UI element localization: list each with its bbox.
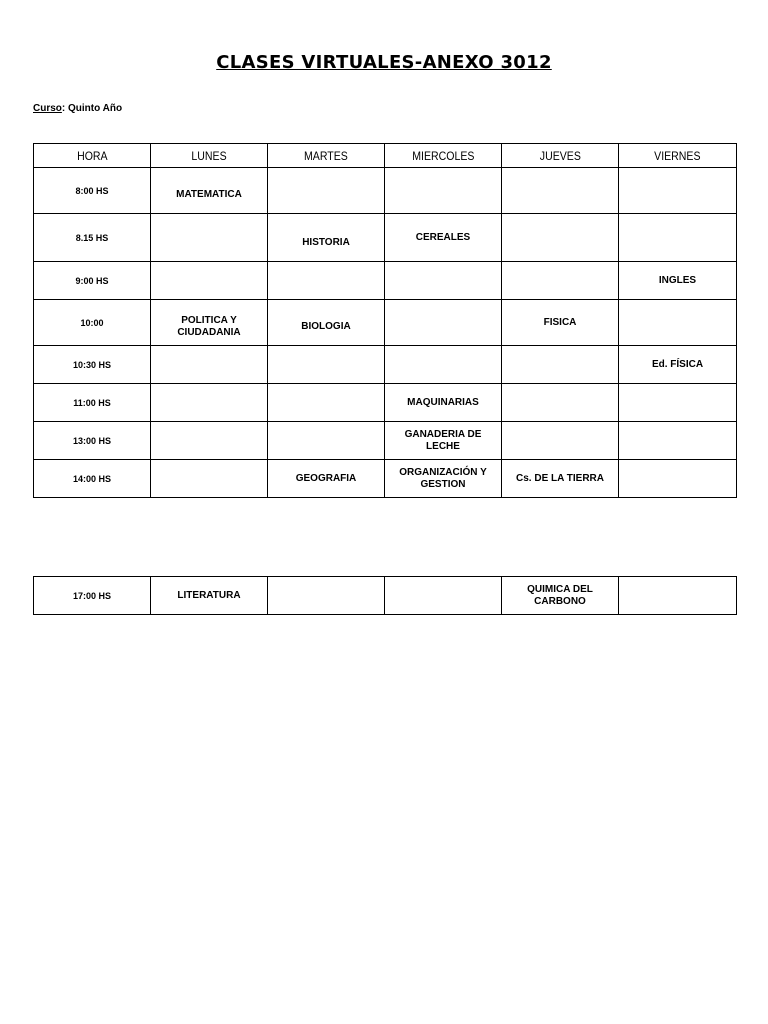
- class-cell: MATEMATICA: [151, 168, 268, 214]
- class-cell: [151, 422, 268, 460]
- class-cell: [385, 300, 502, 346]
- schedule-table: [33, 143, 737, 498]
- extra-schedule-table: [33, 576, 737, 615]
- course-label: Curso: [33, 103, 62, 114]
- header-viernes: VIERNES: [619, 144, 737, 168]
- time-cell: 9:00 HS: [34, 262, 151, 300]
- class-cell: [619, 384, 737, 422]
- time-cell: 10:30 HS: [34, 346, 151, 384]
- header-hora: HORA: [34, 144, 151, 168]
- table-row: [34, 460, 737, 498]
- class-cell: [151, 384, 268, 422]
- class-cell: BIOLOGIA: [268, 300, 385, 346]
- time-cell: 11:00 HS: [34, 384, 151, 422]
- class-cell: [151, 346, 268, 384]
- class-cell: [151, 460, 268, 498]
- course-line: [33, 103, 122, 114]
- class-cell: [502, 384, 619, 422]
- course-value: Quinto Año: [68, 103, 123, 114]
- course-separator: :: [61, 103, 69, 114]
- class-cell: [385, 262, 502, 300]
- class-cell: ORGANIZACIÓN Y GESTION: [385, 460, 502, 498]
- class-cell: Ed. FÍSICA: [619, 346, 737, 384]
- header-lunes: LUNES: [151, 144, 268, 168]
- table-row: [34, 262, 737, 300]
- class-cell: [619, 422, 737, 460]
- class-cell: MAQUINARIAS: [385, 384, 502, 422]
- class-cell: [268, 168, 385, 214]
- class-cell: [502, 346, 619, 384]
- class-cell: [151, 214, 268, 262]
- header-miercoles: MIERCOLES: [385, 144, 502, 168]
- class-cell: [502, 262, 619, 300]
- class-cell: [619, 168, 737, 214]
- header-jueves: JUEVES: [502, 144, 619, 168]
- class-cell: [619, 577, 737, 615]
- table-row: [34, 346, 737, 384]
- class-cell: [619, 214, 737, 262]
- table-row: [34, 214, 737, 262]
- class-cell: GANADERIA DE LECHE: [385, 422, 502, 460]
- class-cell: [502, 422, 619, 460]
- table-row: [34, 168, 737, 214]
- class-cell: [385, 346, 502, 384]
- time-cell: 13:00 HS: [34, 422, 151, 460]
- table-row: [34, 384, 737, 422]
- class-cell: [268, 577, 385, 615]
- class-cell: POLITICA Y CIUDADANIA: [151, 300, 268, 346]
- time-cell: 10:00: [34, 300, 151, 346]
- time-cell: 8:00 HS: [34, 168, 151, 214]
- class-cell: INGLES: [619, 262, 737, 300]
- class-cell: [268, 262, 385, 300]
- class-cell: [268, 422, 385, 460]
- class-cell: QUIMICA DEL CARBONO: [502, 577, 619, 615]
- class-cell: LITERATURA: [151, 577, 268, 615]
- page-title: CLASES VIRTUALES-ANEXO 3012: [216, 52, 552, 73]
- class-cell: [502, 214, 619, 262]
- class-cell: GEOGRAFIA: [268, 460, 385, 498]
- table-row: [34, 577, 737, 615]
- time-cell: 17:00 HS: [34, 577, 151, 615]
- class-cell: [151, 262, 268, 300]
- class-cell: [268, 346, 385, 384]
- class-cell: CEREALES: [385, 214, 502, 262]
- class-cell: [268, 384, 385, 422]
- class-cell: [385, 577, 502, 615]
- class-cell: [502, 168, 619, 214]
- table-row: [34, 300, 737, 346]
- header-martes: MARTES: [268, 144, 385, 168]
- class-cell: FISICA: [502, 300, 619, 346]
- class-cell: [385, 168, 502, 214]
- class-cell: [619, 460, 737, 498]
- time-cell: 14:00 HS: [34, 460, 151, 498]
- class-cell: HISTORIA: [268, 214, 385, 262]
- time-cell: 8.15 HS: [34, 214, 151, 262]
- header-row: [34, 144, 737, 168]
- table-row: [34, 422, 737, 460]
- class-cell: Cs. DE LA TIERRA: [502, 460, 619, 498]
- class-cell: [619, 300, 737, 346]
